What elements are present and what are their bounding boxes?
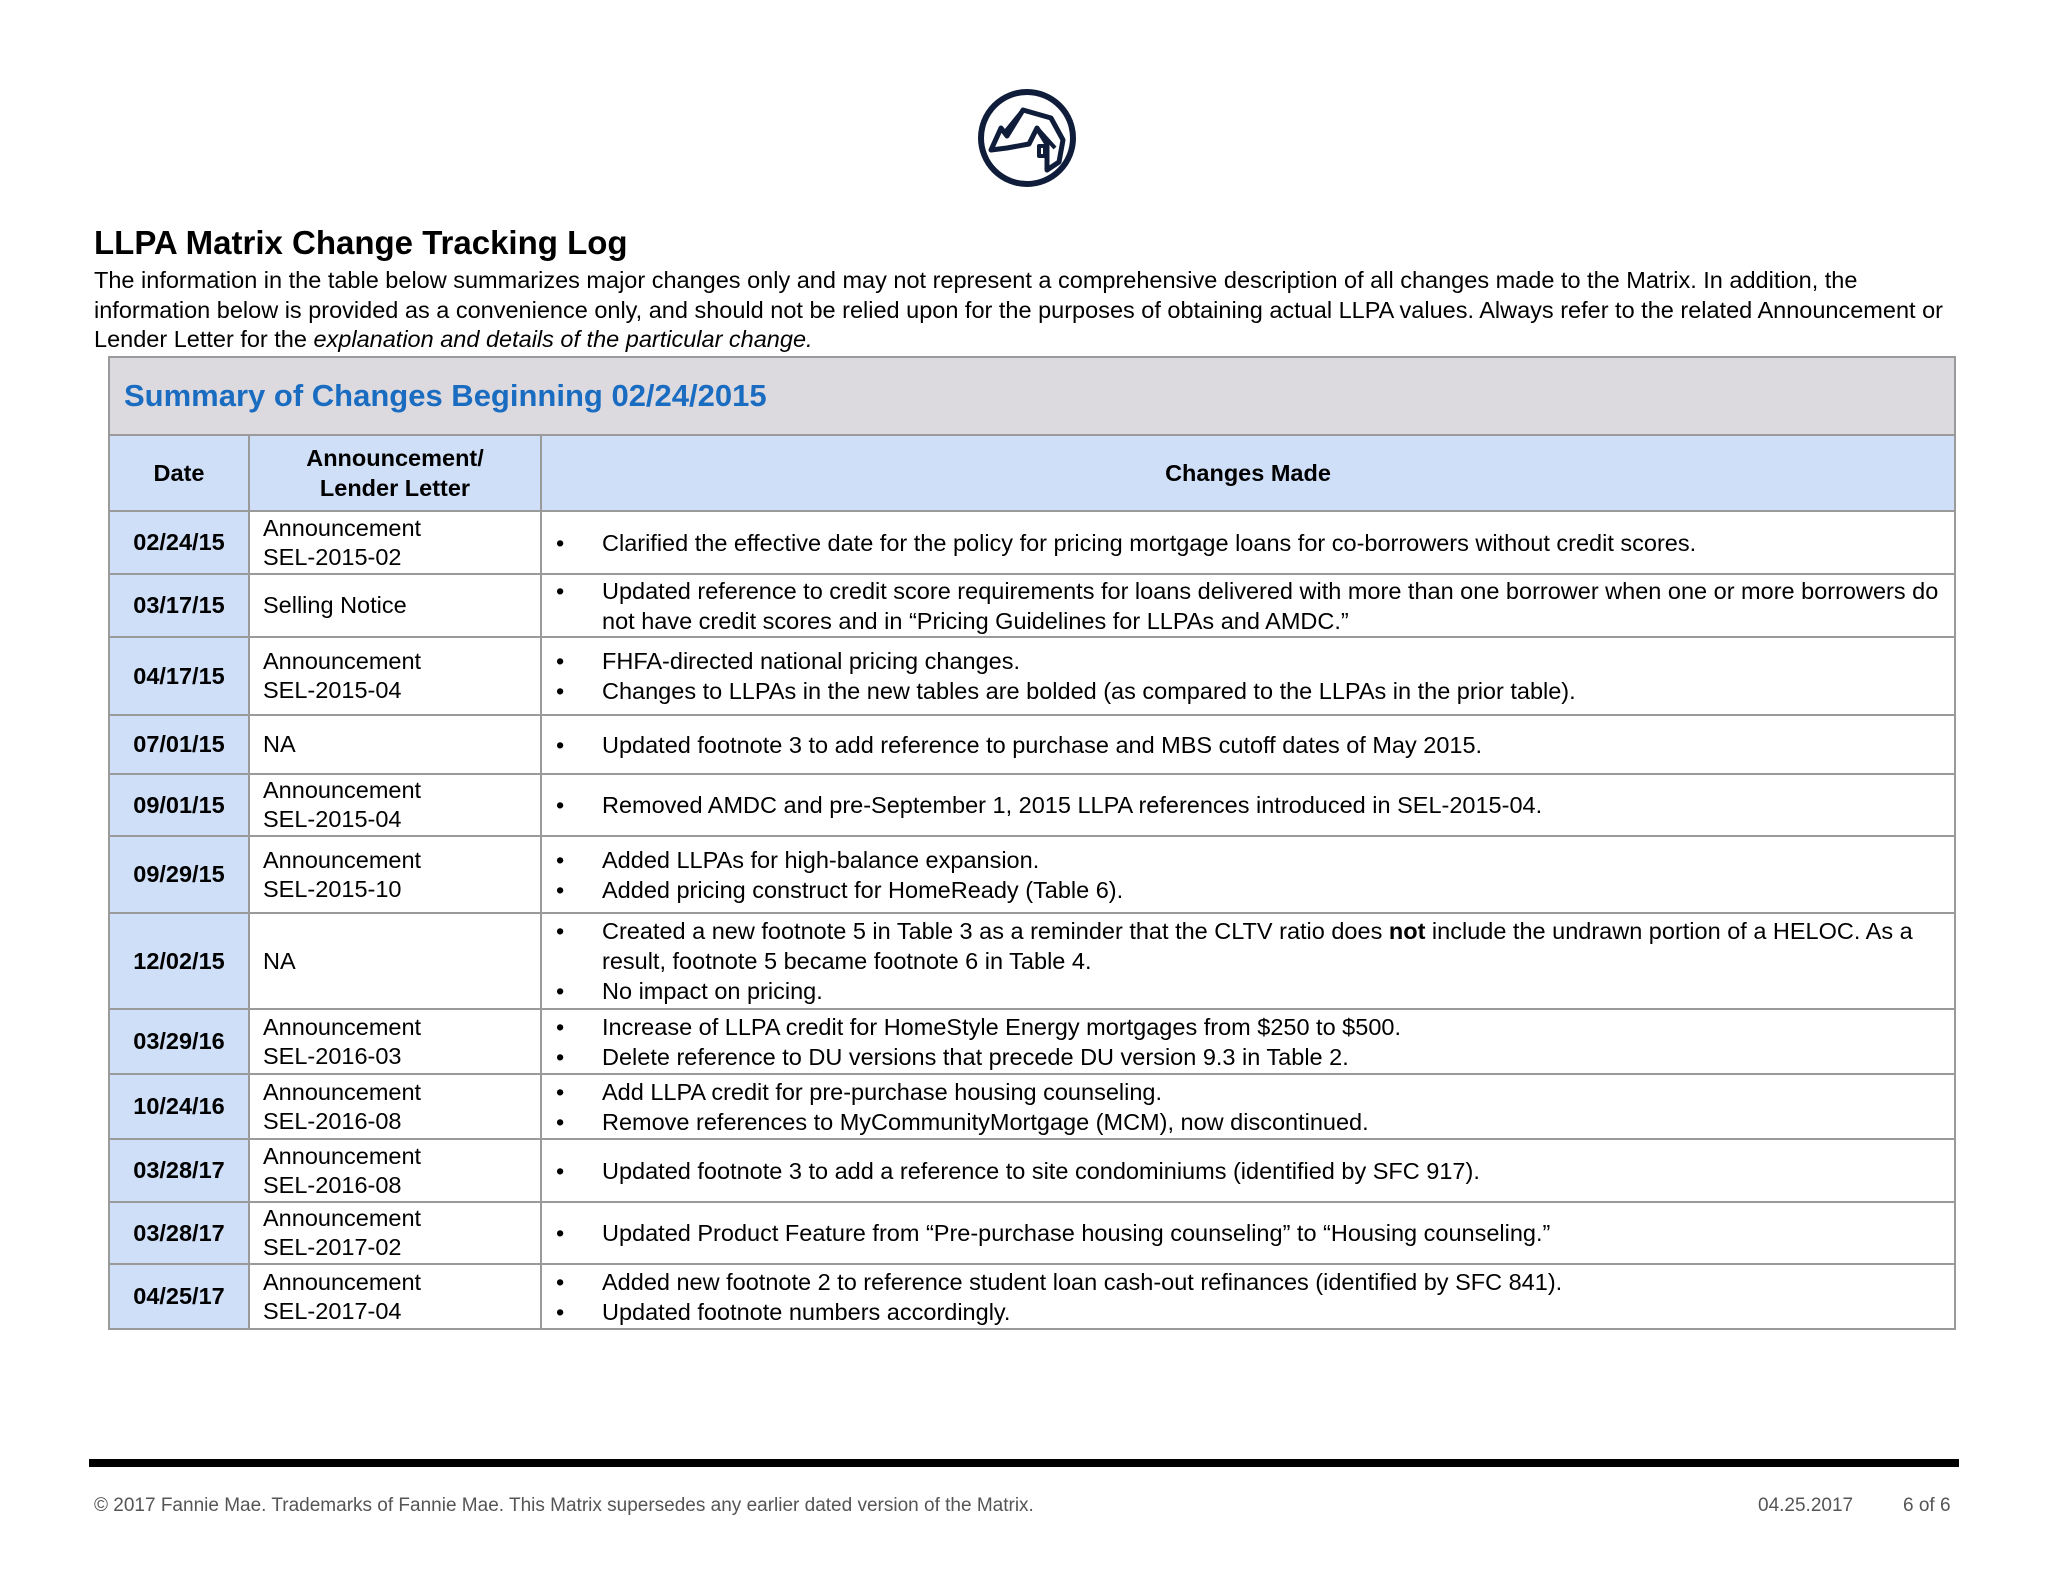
table-row <box>109 774 1955 836</box>
change-item: • Updated reference to credit score requirements for loans delivered with more than one borrower when one or more borrowers do not have credit scores and in “Pricing Guidelines for LLPAs and AMDC.” <box>556 576 1944 636</box>
row-announcement <box>249 1074 541 1139</box>
row-date: 07/01/15 <box>109 715 249 774</box>
change-item: • No impact on pricing. <box>556 976 1944 1006</box>
row-announcement <box>249 637 541 715</box>
header-changes: Changes Made <box>541 435 1955 511</box>
change-item: • Updated footnote 3 to add reference to purchase and MBS cutoff dates of May 2015. <box>556 730 1944 760</box>
row-date: 03/17/15 <box>109 574 249 637</box>
row-announcement <box>249 913 541 1009</box>
footer-divider <box>89 1459 1959 1467</box>
table-row <box>109 574 1955 637</box>
row-announcement <box>249 1139 541 1202</box>
announcement-id: SEL-2016-08 <box>263 1107 402 1134</box>
announcement-type: Announcement <box>263 1142 422 1169</box>
row-changes <box>541 1074 1955 1139</box>
change-item: • Updated footnote numbers accordingly. <box>556 1297 1944 1327</box>
fannie-mae-house-logo-icon <box>977 88 1077 188</box>
row-date: 09/01/15 <box>109 774 249 836</box>
footer-copyright: © 2017 Fannie Mae. Trademarks of Fannie Mae. This Matrix supersedes any earlier dated version of the Matrix. <box>94 1495 1034 1516</box>
announcement-type: Announcement <box>263 514 422 541</box>
change-item: • Delete reference to DU versions that precede DU version 9.3 in Table 2. <box>556 1042 1944 1072</box>
announcement-type: Announcement <box>263 1013 422 1040</box>
row-changes <box>541 913 1955 1009</box>
table-row <box>109 913 1955 1009</box>
row-date: 09/29/15 <box>109 836 249 913</box>
change-item: • Added new footnote 2 to reference student loan cash-out refinances (identified by SFC 841). <box>556 1267 1944 1297</box>
announcement-id: SEL-2017-04 <box>263 1297 402 1324</box>
row-changes <box>541 637 1955 715</box>
table-row <box>109 1139 1955 1202</box>
header-date: Date <box>109 435 249 511</box>
change-text-bold: not <box>1388 918 1426 944</box>
header-row <box>109 435 1955 511</box>
change-item: • Added LLPAs for high-balance expansion. <box>556 845 1944 875</box>
announcement-id: SEL-2017-02 <box>263 1234 402 1260</box>
announcement-id: SEL-2016-08 <box>263 1171 402 1198</box>
row-changes <box>541 715 1955 774</box>
row-changes <box>541 574 1955 637</box>
row-changes <box>541 836 1955 913</box>
announcement-id: SEL-2015-04 <box>263 806 402 832</box>
table-row <box>109 1009 1955 1074</box>
row-announcement <box>249 1264 541 1329</box>
row-announcement <box>249 574 541 637</box>
row-announcement <box>249 1009 541 1074</box>
change-item: • Changes to LLPAs in the new tables are bolded (as compared to the LLPAs in the prior table). <box>556 676 1944 706</box>
table-row <box>109 1074 1955 1139</box>
announcement-type: Announcement <box>263 846 422 873</box>
change-item: • Add LLPA credit for pre-purchase housing counseling. <box>556 1077 1944 1107</box>
announcement-id: SEL-2016-03 <box>263 1042 402 1069</box>
change-item: • Updated footnote 3 to add a reference to site condominiums (identified by SFC 917). <box>556 1156 1944 1186</box>
row-announcement <box>249 836 541 913</box>
announcement-type: Announcement <box>263 648 422 674</box>
row-changes <box>541 1202 1955 1264</box>
table-row <box>109 511 1955 574</box>
row-date: 03/28/17 <box>109 1202 249 1264</box>
change-item: • Removed AMDC and pre-September 1, 2015 LLPA references introduced in SEL-2015-04. <box>556 790 1944 820</box>
table-row <box>109 715 1955 774</box>
announcement-type: Announcement <box>263 1078 422 1105</box>
row-date: 03/28/17 <box>109 1139 249 1202</box>
row-changes <box>541 1264 1955 1329</box>
table-row <box>109 637 1955 715</box>
announcement-id: SEL-2015-02 <box>263 543 402 570</box>
announcement-type: Announcement <box>263 777 422 803</box>
change-text: Created a new footnote 5 in Table 3 as a reminder that the CLTV ratio does <box>602 918 1389 944</box>
row-date: 04/25/17 <box>109 1264 249 1329</box>
row-changes <box>541 1139 1955 1202</box>
change-text: include the undrawn portion of a HELOC. As a result, footnote 5 became footnote 6 in Table 4. <box>602 918 1913 974</box>
row-date: 10/24/16 <box>109 1074 249 1139</box>
announcement-type: NA <box>263 731 296 757</box>
row-date: 04/17/15 <box>109 637 249 715</box>
row-announcement <box>249 774 541 836</box>
intro-italic-text: explanation and details of the particular change. <box>313 326 813 352</box>
change-item: • Added pricing construct for HomeReady (Table 6). <box>556 875 1944 905</box>
change-item: • Remove references to MyCommunityMortgage (MCM), now discontinued. <box>556 1107 1944 1137</box>
footer-page-number: 6 of 6 <box>1903 1495 1951 1516</box>
announcement-type: NA <box>263 947 296 974</box>
summary-cell <box>109 357 1955 435</box>
row-announcement <box>249 511 541 574</box>
announcement-type: Announcement <box>263 1205 422 1231</box>
change-item: • Updated Product Feature from “Pre-purchase housing counseling” to “Housing counseling.” <box>556 1218 1944 1248</box>
summary-row <box>109 357 1955 435</box>
table-row <box>109 1202 1955 1264</box>
header-announcement-line1: Announcement/ <box>306 445 484 471</box>
row-date: 02/24/15 <box>109 511 249 574</box>
row-changes <box>541 774 1955 836</box>
change-item: • Increase of LLPA credit for HomeStyle Energy mortgages from $250 to $500. <box>556 1012 1944 1042</box>
announcement-id: SEL-2015-10 <box>263 875 402 902</box>
row-changes <box>541 1009 1955 1074</box>
table-row <box>109 836 1955 913</box>
change-item: • FHFA-directed national pricing changes. <box>556 646 1944 676</box>
summary-title: Summary of Changes Beginning 02/24/2015 <box>124 378 767 413</box>
row-announcement <box>249 715 541 774</box>
announcement-id: SEL-2015-04 <box>263 677 402 703</box>
intro-text: The information in the table below summarizes major changes only and may not represent a comprehensive description of all changes made to the Matrix. In addition, the information below is provided as a convenience only, and should not be relied upon for the purposes of obtaining actual LLPA values. Always refer to the related Announcement or Lender Letter for the <box>94 267 1943 352</box>
table-row <box>109 1264 1955 1329</box>
footer-date: 04.25.2017 <box>1758 1495 1854 1516</box>
row-date: 12/02/15 <box>109 913 249 1009</box>
row-date: 03/29/16 <box>109 1009 249 1074</box>
row-changes <box>541 511 1955 574</box>
header-announcement <box>249 435 541 511</box>
change-log-table <box>108 356 1956 1330</box>
change-item: • Clarified the effective date for the policy for pricing mortgage loans for co-borrowers without credit scores. <box>556 528 1944 558</box>
announcement-type: Announcement <box>263 1268 422 1295</box>
intro-paragraph <box>94 266 1974 355</box>
header-announcement-line2: Lender Letter <box>319 475 471 501</box>
announcement-type: Selling Notice <box>263 592 407 618</box>
row-announcement <box>249 1202 541 1264</box>
page-title: LLPA Matrix Change Tracking Log <box>94 224 628 261</box>
change-item <box>556 916 1944 976</box>
